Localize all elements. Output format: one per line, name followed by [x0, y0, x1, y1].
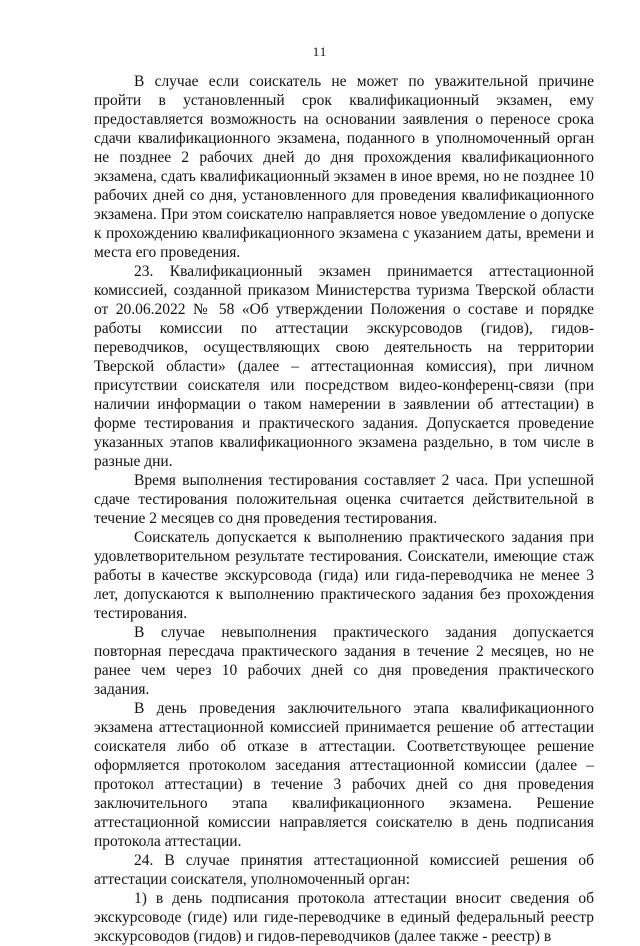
- paragraph-postponement: В случае если соискатель не может по уважительной причине пройти в установленный срок квалификационный экзамен, ему предоставляется возможность на основании заявления о переносе срока сдачи квалификационного экзамена, поданного в уполномоченный орган не позднее 2 рабочих дней до дня прохождения квалификационного экзамена, сдать квалификационный экзамен в иное время, но не позднее 10 рабочих дней со дня, установленного для проведения квалификационного экзамена. При этом соискателю направляется новое уведомление о допуске к прохождению квалификационного экзамена с указанием даты, времени и места его проведения.: [94, 73, 594, 261]
- paragraph-23-exam-commission: 23. Квалификационный экзамен принимается аттестационной комиссией, созданной приказом Министерства туризма Тверской области от 20.06.2022 № 58 «Об утверждении Положения о составе и порядке работы комиссии по аттестации экскурсоводов (гидов), гидов-переводчиков, осуществляющих свою деятельность на территории Тверской области» (далее – аттестационная комиссия), при личном присутствии соискателя или посредством видео-конференц-связи (при наличии информации о таком намерении в заявлении об аттестации) в форме тестирования и практического задания. Допускается проведение указанных этапов квалификационного экзамена раздельно, в том числе в разные дни.: [94, 263, 594, 470]
- paragraph-retake: В случае невыполнения практического задания допускается повторная пересдача практического задания в течение 2 месяцев, но не ранее чем через 10 рабочих дней со дня проведения практического задания.: [94, 624, 594, 698]
- page-number: 11: [312, 44, 328, 59]
- paragraph-practical-admission: Соискатель допускается к выполнению практического задания при удовлетворительном результате тестирования. Соискатели, имеющие стаж работы в качестве экскурсовода (гида) или гида-переводчика не менее 3 лет, допускаются к выполнению практического задания без прохождения тестирования.: [94, 529, 594, 622]
- paragraph-24-item-1: 1) в день подписания протокола аттестации вносит сведения об экскурсоводе (гиде) или гиде-переводчике в единый федеральный реестр экскурсоводов (гидов) и гидов-переводчиков (далее также - реестр) в: [94, 890, 594, 945]
- paragraph-testing-time: Время выполнения тестирования составляет 2 часа. При успешной сдаче тестирования положительная оценка считается действительной в течение 2 месяцев со дня проведения тестирования.: [94, 472, 594, 527]
- document-body: [94, 72, 594, 946]
- paragraph-24-attestation: 24. В случае принятия аттестационной комиссией решения об аттестации соискателя, уполномоченный орган:: [94, 852, 594, 888]
- paragraph-decision: В день проведения заключительного этапа квалификационного экзамена аттестационной комиссией принимается решение об аттестации соискателя либо об отказе в аттестации. Соответствующее решение оформляется протоколом заседания аттестационной комиссии (далее – протокол аттестации) в течение 3 рабочих дней со дня проведения заключительного этапа квалификационного экзамена. Решение аттестационной комиссии направляется соискателю в день подписания протокола аттестации.: [94, 700, 594, 850]
